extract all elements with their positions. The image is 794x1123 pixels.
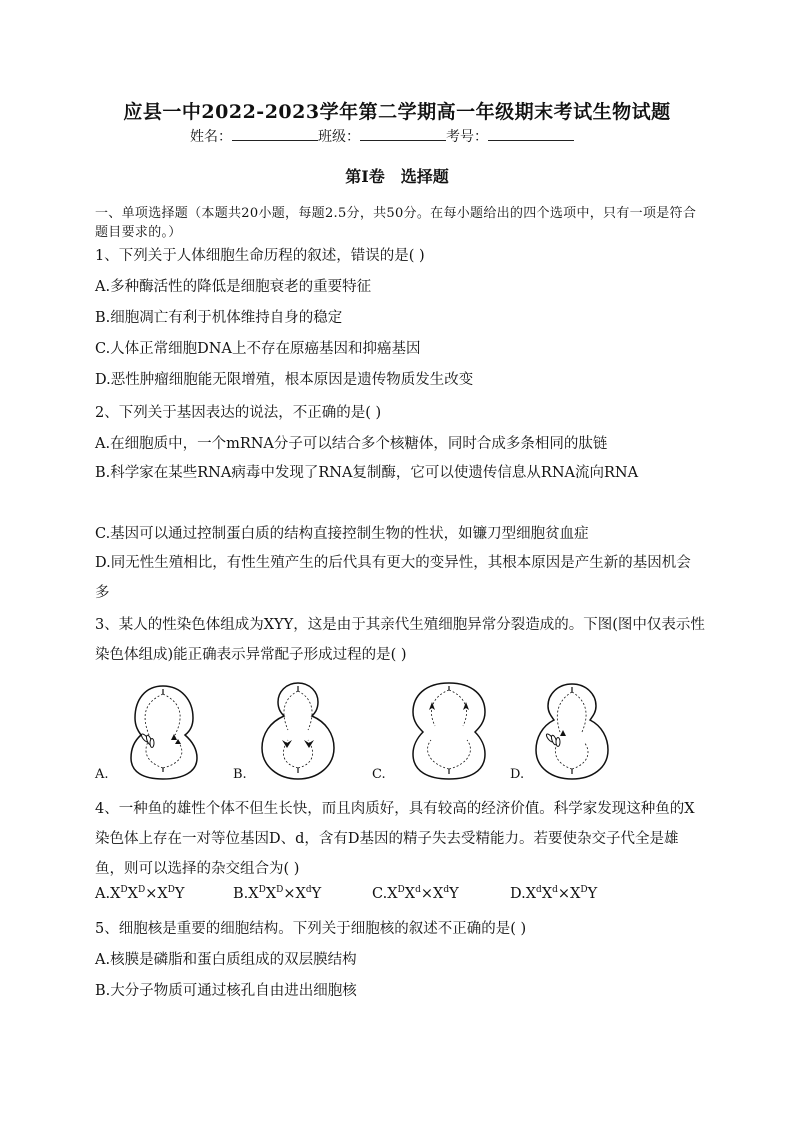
exam-no-blank [488, 126, 574, 141]
diagram-c-label: C. [372, 767, 386, 782]
exam-no-label: 考号： [446, 129, 488, 145]
question-1-option-d: D.恶性肿瘤细胞能无限增殖，根本原因是遗传物质发生改变 [95, 372, 474, 388]
name-label: 姓名： [190, 129, 232, 145]
exam-title: 应县一中2022-2023学年第二学期高一年级期末考试生物试题 [123, 101, 671, 123]
question-5-option-a: A.核膜是磷脂和蛋白质组成的双层膜结构 [95, 952, 357, 968]
cell-division-b-icon [258, 680, 368, 780]
question-3-stem: 3、某人的性染色体组成为XYY，这是由于其亲代生殖细胞异常分裂造成的。下图(图中仅表示性染色体组成)能正确表示异常配子形成过程的是( ) [95, 617, 705, 663]
question-4-stem: 4、一种鱼的雄性个体不但生长快，而且肉质好，具有较高的经济价值。科学家发现这种鱼的X染色体上存在一对等位基因D、d，含有D基因的精子失去受精能力。若要使杂交子代全是雄鱼，则可以选择的杂交组合为( ) [95, 801, 695, 877]
instructions: 一、单项选择题（本题共20小题，每题2.5分，共50分。在每小题给出的四个选项中，只有一项是符合题目要求的。） [95, 206, 697, 240]
question-2-option-b: B.科学家在某些RNA病毒中发现了RNA复制酶，它可以使遗传信息从RNA流向RNA [95, 465, 639, 481]
question-2-option-d: D.同无性生殖相比，有性生殖产生的后代具有更大的变异性，其根本原因是产生新的基因机会多 [95, 555, 691, 601]
name-blank [232, 126, 318, 141]
question-2-stem: 2、下列关于基因表达的说法，不正确的是( ) [95, 405, 382, 421]
cell-division-a-icon [125, 680, 235, 780]
diagram-b-label: B. [233, 767, 247, 782]
cell-division-d-icon [530, 680, 640, 780]
section-title: 第Ⅰ卷 选择题 [345, 167, 449, 186]
question-1-option-b: B.细胞凋亡有利于机体维持自身的稳定 [95, 310, 343, 326]
question-5-stem: 5、细胞核是重要的细胞结构。下列关于细胞核的叙述不正确的是( ) [95, 921, 527, 937]
question-1-option-a: A.多种酶活性的降低是细胞衰老的重要特征 [95, 279, 372, 295]
cell-division-c-icon [407, 680, 517, 780]
student-info-line [190, 126, 574, 146]
question-4-option-a: $A.X^DX^D\times X^DY$ [95, 885, 185, 902]
diagram-a-label: A. [95, 767, 109, 782]
question-5-option-b: B.大分子物质可通过核孔自由进出细胞核 [95, 983, 357, 999]
question-1-option-c: C.人体正常细胞DNA上不存在原癌基因和抑癌基因 [95, 341, 421, 357]
question-2-option-c: C.基因可以通过控制蛋白质的结构直接控制生物的性状，如镰刀型细胞贫血症 [95, 526, 589, 542]
class-blank [360, 126, 446, 141]
question-2-option-a: A.在细胞质中，一个mRNA分子可以结合多个核糖体，同时合成多条相同的肽链 [95, 436, 608, 452]
diagram-d-label: D. [510, 767, 525, 782]
question-4-option-d: $D.X^dX^d\times X^DY$ [510, 885, 598, 902]
question-1-stem: 1、下列关于人体细胞生命历程的叙述，错误的是( ) [95, 248, 425, 264]
question-4-option-c: $C.X^DX^d\times X^dY$ [372, 885, 459, 902]
question-4-option-b: $B.X^DX^D\times X^dY$ [233, 885, 322, 902]
class-label: 班级： [318, 129, 360, 145]
